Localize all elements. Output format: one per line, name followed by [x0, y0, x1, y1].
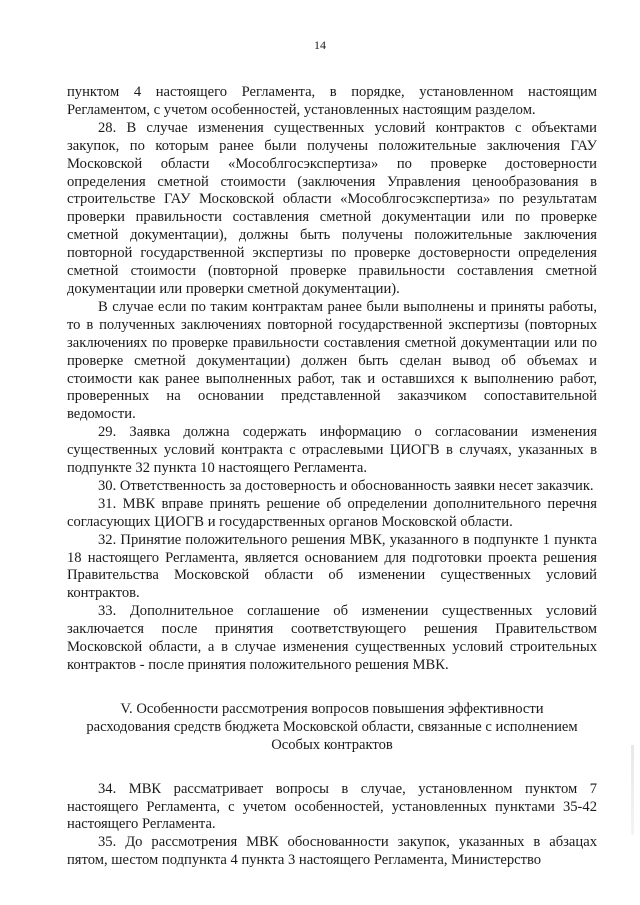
paragraph-33: 33. Дополнительное соглашение об изменении существенных условий заключается после принятия соответствующего решения Правительством Московской области, а в случае изменения существенных условий строительных контрактов - после принятия положительного решения МВК. — [67, 603, 597, 673]
paragraph-29: 29. Заявка должна содержать информацию о согласовании изменения существенных условий контракта с отраслевыми ЦИОГВ в случаях, указанных в подпункте 32 пункта 10 настоящего Регламента. — [67, 424, 597, 477]
page-number: 14 — [314, 38, 326, 52]
paragraph-28-part-2: В случае если по таким контрактам ранее были выполнены и приняты работы, то в полученных заключениях повторной государственной экспертизы (повторных заключениях по проверке правильности составления сметной документации или по проверке сметной документации) должен быть сделан вывод об объемах и стоимости как ранее выполненных работ, так и оставшихся к выполнению работ, проверенных на основании представленной заказчиком сопоставительной ведомости. — [67, 298, 597, 423]
paragraph-28: 28. В случае изменения существенных условий контрактов с объектами закупок, по которым ранее были получены положительные заключения ГАУ Московской области «Мособлгосэкспертиза» по проверке достоверности определения сметной стоимости (заключения Управления ценообразования в строительстве ГАУ Московской области «Мособлгосэкспертиза» по результатам проверки правильности составления сметной документации или по проверке сметной документации), должны быть получены положительные заключения повторной государственной экспертизы по проверке достоверности определения сметной стоимости (повторной проверке правильности составления сметной документации или проверки сметной документации). — [67, 119, 597, 297]
paragraph-32: 32. Принятие положительного решения МВК, указанного в подпункте 1 пункта 18 настоящего Регламента, является основанием для подготовки проекта решения Правительства Московской области об изменении существенных условий контрактов. — [67, 531, 597, 602]
paragraph-continuation: пунктом 4 настоящего Регламента, в порядке, установленном настоящим Регламентом, с учетом особенностей, установленных настоящим разделом. — [67, 84, 597, 118]
scan-edge-mark — [631, 745, 634, 835]
section-title — [67, 701, 597, 755]
paragraph-34: 34. МВК рассматривает вопросы в случае, установленном пунктом 7 настоящего Регламента, с учетом особенностей, установленных пунктами 35-42 настоящего Регламента. — [67, 780, 597, 833]
section-title-line: V. Особенности рассмотрения вопросов повышения эффективности — [120, 700, 544, 717]
section-title-line: Особых контрактов — [271, 736, 393, 753]
paragraph-31: 31. МВК вправе принять решение об определении дополнительного перечня согласующих ЦИОГВ и государственных органов Московской области. — [67, 495, 597, 530]
paragraph-35: 35. До рассмотрения МВК обоснованности закупок, указанных в абзацах пятом, шестом подпункта 4 пункта 3 настоящего Регламента, Министерство — [67, 834, 597, 869]
document-body — [67, 84, 597, 870]
paragraph-30: 30. Ответственность за достоверность и обоснованность заявки несет заказчик. — [98, 477, 594, 494]
section-title-line: расходования средств бюджета Московской области, связанные с исполнением — [86, 718, 578, 735]
